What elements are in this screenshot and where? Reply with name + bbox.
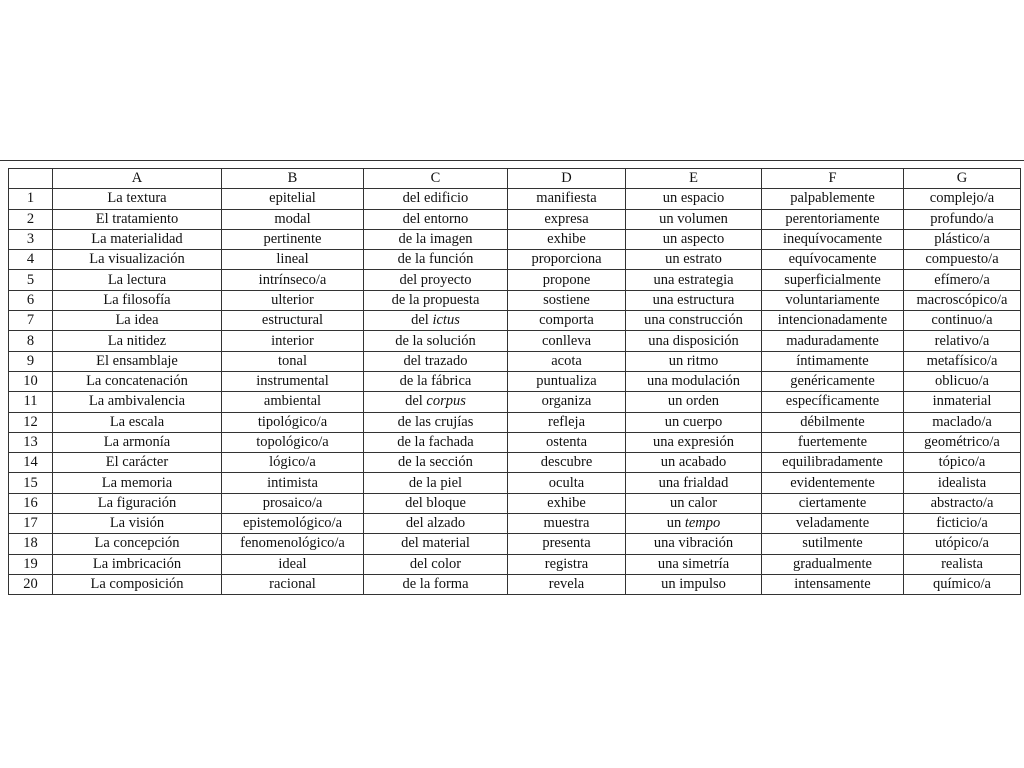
table-cell-b: ambiental <box>222 392 364 412</box>
table-row <box>9 493 1021 513</box>
table-cell-d: sostiene <box>508 290 626 310</box>
table-cell-g: oblicuo/a <box>904 371 1021 391</box>
cell-text: del <box>405 393 427 410</box>
header-row <box>9 169 1021 189</box>
table-cell-e <box>626 432 762 452</box>
cell-text: una modulación <box>646 373 741 390</box>
table-cell-b: modal <box>222 209 364 229</box>
cell-text: una frialdad <box>658 474 729 491</box>
table-cell-e <box>626 473 762 493</box>
table-cell-index: 1 <box>9 189 53 209</box>
table-cell-a: La visualización <box>53 250 222 270</box>
table-cell-b: lineal <box>222 250 364 270</box>
top-rule <box>0 160 1024 161</box>
table-cell-c <box>364 453 508 473</box>
table-cell-g: continuo/a <box>904 311 1021 331</box>
table-cell-a: La escala <box>53 412 222 432</box>
table-cell-a: La visión <box>53 514 222 534</box>
table-cell-b: ideal <box>222 554 364 574</box>
table-cell-c <box>364 554 508 574</box>
table-cell-index: 5 <box>9 270 53 290</box>
table-cell-e <box>626 209 762 229</box>
table-cell-b: racional <box>222 574 364 594</box>
table-cell-c <box>364 473 508 493</box>
table-cell-b: ulterior <box>222 290 364 310</box>
table-cell-b: intimista <box>222 473 364 493</box>
cell-text: un estrato <box>665 251 722 268</box>
cell-text: una disposición <box>648 332 739 349</box>
table-cell-index: 9 <box>9 351 53 371</box>
table-cell-index: 16 <box>9 493 53 513</box>
table-cell-index: 15 <box>9 473 53 493</box>
table-cell-e <box>626 493 762 513</box>
table-cell-f: gradualmente <box>762 554 904 574</box>
table-cell-f: superficialmente <box>762 270 904 290</box>
table-cell-index: 18 <box>9 534 53 554</box>
table-cell-g: profundo/a <box>904 209 1021 229</box>
table-cell-a: La composición <box>53 574 222 594</box>
table-cell-c <box>364 392 508 412</box>
table-cell-b: epistemológico/a <box>222 514 364 534</box>
cell-text: de la forma <box>402 576 469 593</box>
table-cell-d: organiza <box>508 392 626 412</box>
header-cell-b: B <box>222 169 364 189</box>
table-cell-b: prosaico/a <box>222 493 364 513</box>
cell-text: una estrategia <box>653 271 734 288</box>
table-row <box>9 453 1021 473</box>
table-cell-g: metafísico/a <box>904 351 1021 371</box>
header-cell-d: D <box>508 169 626 189</box>
header-cell-c: C <box>364 169 508 189</box>
table-cell-c <box>364 412 508 432</box>
table-row <box>9 250 1021 270</box>
cell-text: una estructura <box>652 291 735 308</box>
cell-text: del color <box>409 555 462 572</box>
header-cell-f: F <box>762 169 904 189</box>
table-cell-index: 2 <box>9 209 53 229</box>
table-cell-f: maduradamente <box>762 331 904 351</box>
table-cell-e <box>626 290 762 310</box>
table-cell-f: voluntariamente <box>762 290 904 310</box>
table-body <box>9 189 1021 595</box>
table-cell-e <box>626 229 762 249</box>
table-cell-f: intencionadamente <box>762 311 904 331</box>
table-cell-g: químico/a <box>904 574 1021 594</box>
table-cell-index: 13 <box>9 432 53 452</box>
table-cell-e <box>626 554 762 574</box>
table-cell-e <box>626 351 762 371</box>
table-cell-index: 20 <box>9 574 53 594</box>
table-cell-g: realista <box>904 554 1021 574</box>
table-cell-c <box>364 574 508 594</box>
table-cell-g: relativo/a <box>904 331 1021 351</box>
table-cell-e <box>626 331 762 351</box>
cell-text-italic: corpus <box>426 393 466 410</box>
table-cell-e <box>626 311 762 331</box>
cell-text-italic: tempo <box>684 515 721 532</box>
table-cell-index: 19 <box>9 554 53 574</box>
table-row <box>9 534 1021 554</box>
cell-text: un <box>666 515 685 532</box>
cell-text: de la sección <box>398 454 473 471</box>
word-combination-table <box>8 168 1021 595</box>
table-cell-f: intensamente <box>762 574 904 594</box>
table-cell-d: presenta <box>508 534 626 554</box>
cell-text: del edificio <box>402 190 469 207</box>
table-cell-a: La imbricación <box>53 554 222 574</box>
table-row <box>9 412 1021 432</box>
table-cell-index: 17 <box>9 514 53 534</box>
table-cell-g: compuesto/a <box>904 250 1021 270</box>
table-row <box>9 574 1021 594</box>
table-cell-e <box>626 534 762 554</box>
table-cell-a: El ensamblaje <box>53 351 222 371</box>
table-cell-a: La materialidad <box>53 229 222 249</box>
cell-text: de la fábrica <box>399 373 472 390</box>
table-cell-f: evidentemente <box>762 473 904 493</box>
cell-text: de las crujías <box>397 413 474 430</box>
cell-text: un cuerpo <box>664 413 723 430</box>
cell-text: un orden <box>667 393 720 410</box>
table-cell-c <box>364 270 508 290</box>
cell-text: una vibración <box>653 535 734 552</box>
table-cell-e <box>626 250 762 270</box>
table-cell-f: específicamente <box>762 392 904 412</box>
table-cell-c <box>364 371 508 391</box>
table-cell-e <box>626 371 762 391</box>
table-cell-index: 10 <box>9 371 53 391</box>
table-cell-g: ficticio/a <box>904 514 1021 534</box>
cell-text: de la solución <box>395 332 476 349</box>
table-row <box>9 392 1021 412</box>
cell-text: del trazado <box>403 352 468 369</box>
table-cell-c <box>364 493 508 513</box>
table-cell-f: perentoriamente <box>762 209 904 229</box>
table-cell-index: 12 <box>9 412 53 432</box>
table-cell-index: 7 <box>9 311 53 331</box>
table-cell-g: macroscópico/a <box>904 290 1021 310</box>
table-cell-e <box>626 574 762 594</box>
table-cell-e <box>626 453 762 473</box>
table-cell-b: fenomenológico/a <box>222 534 364 554</box>
table-row <box>9 514 1021 534</box>
table-cell-e <box>626 189 762 209</box>
table-cell-c <box>364 311 508 331</box>
table-cell-f: íntimamente <box>762 351 904 371</box>
table-cell-g: inmaterial <box>904 392 1021 412</box>
cell-text: del <box>411 312 433 329</box>
cell-text: del entorno <box>402 210 469 227</box>
table-cell-b: intrínseco/a <box>222 270 364 290</box>
table-cell-a: La concepción <box>53 534 222 554</box>
table-row <box>9 331 1021 351</box>
table-cell-g: geométrico/a <box>904 432 1021 452</box>
cell-text: de la función <box>397 251 474 268</box>
header-cell-a: A <box>53 169 222 189</box>
table-cell-c <box>364 229 508 249</box>
table-cell-b: tipológico/a <box>222 412 364 432</box>
table-cell-a: La lectura <box>53 270 222 290</box>
table-cell-index: 4 <box>9 250 53 270</box>
cell-text: un calor <box>669 494 718 511</box>
table-cell-b: estructural <box>222 311 364 331</box>
table-cell-a: La filosofía <box>53 290 222 310</box>
table-cell-d: revela <box>508 574 626 594</box>
table-cell-index: 11 <box>9 392 53 412</box>
table-cell-b: pertinente <box>222 229 364 249</box>
table-cell-c <box>364 290 508 310</box>
table-cell-f: veladamente <box>762 514 904 534</box>
cell-text: una expresión <box>653 434 734 450</box>
table-cell-index: 6 <box>9 290 53 310</box>
table-cell-g: idealista <box>904 473 1021 493</box>
table-row <box>9 270 1021 290</box>
table-cell-d: expresa <box>508 209 626 229</box>
table-row <box>9 311 1021 331</box>
cell-text: de la propuesta <box>391 291 480 308</box>
table-cell-g: tópico/a <box>904 453 1021 473</box>
cell-text: un aspecto <box>662 231 725 248</box>
table-cell-f: sutilmente <box>762 534 904 554</box>
table-cell-d: muestra <box>508 514 626 534</box>
table-cell-d: exhibe <box>508 229 626 249</box>
table-cell-f: equívocamente <box>762 250 904 270</box>
cell-text: un espacio <box>662 190 725 207</box>
table-row <box>9 351 1021 371</box>
table-cell-a: La memoria <box>53 473 222 493</box>
table-cell-d: exhibe <box>508 493 626 513</box>
table-row <box>9 189 1021 209</box>
table-cell-c <box>364 189 508 209</box>
cell-text: de la fachada <box>397 434 474 450</box>
header-cell-index <box>9 169 53 189</box>
table-cell-d: oculta <box>508 473 626 493</box>
table-cell-b: instrumental <box>222 371 364 391</box>
table-cell-g: plástico/a <box>904 229 1021 249</box>
table-cell-d: propone <box>508 270 626 290</box>
cell-text: del proyecto <box>399 271 472 288</box>
table-cell-index: 3 <box>9 229 53 249</box>
cell-text: un volumen <box>659 210 728 227</box>
cell-text: del bloque <box>405 494 466 511</box>
table-row <box>9 473 1021 493</box>
table-cell-index: 8 <box>9 331 53 351</box>
table-cell-d: acota <box>508 351 626 371</box>
table-cell-c <box>364 209 508 229</box>
table-cell-c <box>364 250 508 270</box>
table-cell-f: débilmente <box>762 412 904 432</box>
table-cell-c <box>364 514 508 534</box>
table-cell-a: El tratamiento <box>53 209 222 229</box>
table-row <box>9 229 1021 249</box>
cell-text: de la imagen <box>398 231 473 248</box>
table-cell-g: utópico/a <box>904 534 1021 554</box>
table-cell-f: inequívocamente <box>762 229 904 249</box>
cell-text: una construcción <box>644 312 743 329</box>
table-cell-d: puntualiza <box>508 371 626 391</box>
cell-text: del alzado <box>405 515 466 532</box>
table-cell-b: interior <box>222 331 364 351</box>
cell-text: una simetría <box>657 555 730 572</box>
table-cell-index: 14 <box>9 453 53 473</box>
table-cell-b: tonal <box>222 351 364 371</box>
cell-text: un acabado <box>660 454 727 471</box>
cell-text: del material <box>401 535 470 552</box>
cell-text: de la piel <box>408 474 463 491</box>
table-row <box>9 290 1021 310</box>
table-cell-d: conlleva <box>508 331 626 351</box>
table-cell-c <box>364 432 508 452</box>
table-cell-d: comporta <box>508 311 626 331</box>
table-row <box>9 209 1021 229</box>
table-row <box>9 371 1021 391</box>
table-cell-a: La figuración <box>53 493 222 513</box>
table-cell-a: La concatenación <box>53 371 222 391</box>
table-cell-e <box>626 412 762 432</box>
table-cell-f: equilibradamente <box>762 453 904 473</box>
table-cell-b: topológico/a <box>222 432 364 452</box>
table-cell-e <box>626 392 762 412</box>
cell-text-italic: ictus <box>432 312 460 329</box>
table-cell-g: complejo/a <box>904 189 1021 209</box>
table-cell-a: El carácter <box>53 453 222 473</box>
table-row <box>9 432 1021 452</box>
cell-text: un impulso <box>661 576 726 593</box>
table-cell-d: manifiesta <box>508 189 626 209</box>
table-cell-d: registra <box>508 554 626 574</box>
table-cell-f: genéricamente <box>762 371 904 391</box>
table-cell-d: descubre <box>508 453 626 473</box>
table-cell-b: epitelial <box>222 189 364 209</box>
header-cell-g: G <box>904 169 1021 189</box>
table-cell-d: proporciona <box>508 250 626 270</box>
table-cell-g: maclado/a <box>904 412 1021 432</box>
table-cell-a: La idea <box>53 311 222 331</box>
table-cell-g: efímero/a <box>904 270 1021 290</box>
table-cell-c <box>364 534 508 554</box>
cell-text: un ritmo <box>668 352 719 369</box>
table-cell-c <box>364 331 508 351</box>
table-cell-e <box>626 514 762 534</box>
table-cell-a: La textura <box>53 189 222 209</box>
table-cell-a: La nitidez <box>53 331 222 351</box>
table-row <box>9 554 1021 574</box>
table-cell-a: La ambivalencia <box>53 392 222 412</box>
table-cell-f: ciertamente <box>762 493 904 513</box>
header-cell-e: E <box>626 169 762 189</box>
table-cell-g: abstracto/a <box>904 493 1021 513</box>
table-cell-d: refleja <box>508 412 626 432</box>
table-cell-d: ostenta <box>508 432 626 452</box>
table-cell-e <box>626 270 762 290</box>
table-cell-c <box>364 351 508 371</box>
table-cell-b: lógico/a <box>222 453 364 473</box>
table-cell-f: fuertemente <box>762 432 904 452</box>
table-cell-f: palpablemente <box>762 189 904 209</box>
table-cell-a: La armonía <box>53 432 222 452</box>
